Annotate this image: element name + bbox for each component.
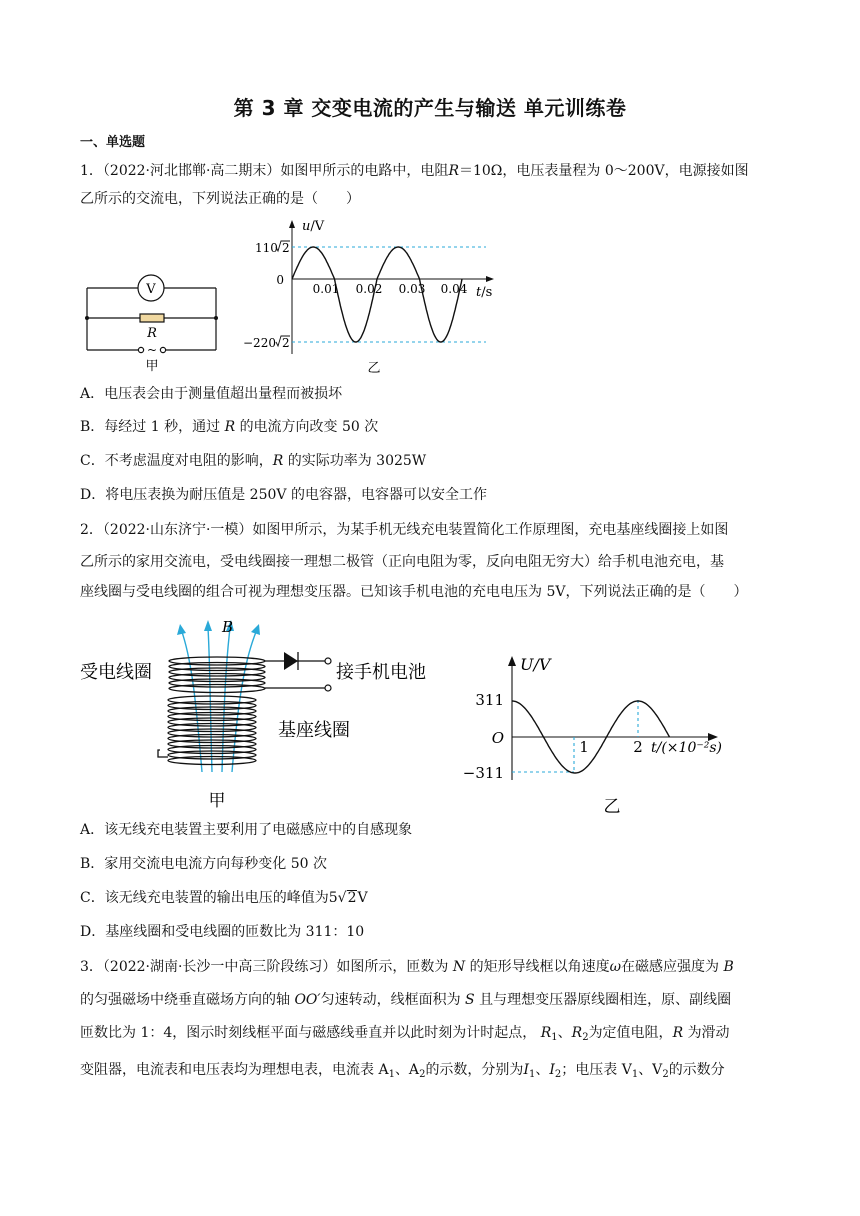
ac-source-symbol: ~ [146, 343, 158, 357]
graph2-ylabel: U/V [520, 655, 551, 674]
graph1-xlabel-var: t [476, 285, 482, 300]
graph2-ytick-top: 311 [475, 691, 504, 709]
graph1-ylabel-var: u [302, 219, 311, 234]
q3-stem-line1: 3．（2022·湖南·长沙一中高三阶段练习）如图所示，匝数为 N 的矩形导线框以角速度ω在磁感应强度为 B [80, 959, 734, 975]
q1-option-c[interactable]: C．不考虑温度对电阻的影响，R 的实际功率为 3025W [80, 453, 427, 469]
fig-jia-caption-2: 甲 [208, 791, 226, 811]
battery-label: 接手机电池 [336, 662, 426, 683]
q2-stem-line3: 座线圈与受电线圈的组合可视为理想变压器。已知该手机电池的充电电压为 5V，下列说法正确的是（ ） [80, 584, 748, 600]
graph1-xtick: 0.02 [355, 282, 383, 296]
base-coil-label: 基座线圈 [278, 720, 350, 741]
q3-stem-line2: 的匀强磁场中绕垂直磁场方向的轴 OO′匀速转动，线框面积为 S 且与理想变压器原线圈相连，原、副线圈 [80, 992, 732, 1008]
graph1-xtick: 0.04 [440, 282, 468, 296]
q3-stem-line3: 匝数比为 1：4，图示时刻线框平面与磁感线垂直并以此时刻为计时起点， $R_1$、$R_2$为定值电阻，R 为滑动 [80, 1025, 730, 1043]
q2-option-c[interactable]: C．该无线充电装置的输出电压的峰值为5√2V [80, 890, 368, 906]
graph1-ytick-zero: 0 [276, 273, 284, 287]
graph1-ytick-top: 110 [255, 241, 278, 255]
q1-circuit-figure [82, 270, 222, 374]
q2-option-b[interactable]: B．家用交流电电流方向每秒变化 50 次 [80, 856, 328, 872]
graph2-origin: O [491, 729, 504, 747]
q2-stem-line1: 2．（2022·山东济宁·一模）如图甲所示，为某手机无线充电装置简化工作原理图，充电基座线圈接上如图 [80, 522, 729, 538]
svg-text:u/V [302, 219, 325, 234]
graph2-xtick: 2 [633, 738, 643, 756]
magnetic-field-label: B [222, 618, 234, 636]
graph1-ytick-top-rad: 2 [282, 241, 290, 255]
q1-stem-line2: 乙所示的交流电，下列说法正确的是（ ） [80, 191, 360, 207]
voltmeter-symbol: V [146, 282, 156, 297]
graph2-xtick: 1 [579, 738, 589, 756]
q2-option-d[interactable]: D．基座线圈和受电线圈的匝数比为 311：10 [80, 924, 365, 940]
fig-yi-caption-2: 乙 [603, 797, 621, 817]
q2-stem-line2: 乙所示的家用交流电，受电线圈接一理想二极管（正向电阻为零，反向电阻无穷大）给手机电池充电，基 [80, 554, 724, 570]
receiver-coil-label: 受电线圈 [80, 662, 152, 683]
q2-option-a[interactable]: A．该无线充电装置主要利用了电磁感应中的自感现象 [80, 822, 413, 838]
svg-text:t/s [476, 285, 492, 300]
q1-option-d[interactable]: D．将电压表换为耐压值是 250V 的电容器，电容器可以安全工作 [80, 487, 487, 503]
graph1-xtick: 0.01 [312, 282, 340, 296]
graph1-xlabel-unit: /s [481, 285, 493, 300]
diode-symbol [284, 652, 298, 670]
graph2-ytick-bottom: −311 [462, 764, 504, 782]
graph1-ytick-bottom-rad: 2 [282, 336, 290, 350]
section-heading: 一、单选题 [80, 135, 146, 150]
graph2-xlabel: t/(×10⁻²s) [651, 740, 722, 756]
base-coil [158, 696, 256, 765]
q3-stem-line4: 变阻器，电流表和电压表均为理想电表，电流表 $A_1$、$A_2$的示数，分别为$I_1$、$I_2$；电压表 $V_1$、$V_2$的示数分 [80, 1062, 725, 1080]
fig-jia-caption: 甲 [145, 359, 159, 374]
graph1-ytick-bottom: −220 [243, 336, 276, 350]
q2-voltage-graph [462, 650, 732, 820]
page-title: 第 3 章 交变电流的产生与输送 单元训练卷 [233, 96, 627, 120]
q1-voltage-graph [238, 214, 508, 376]
resistor-label: R [147, 326, 157, 341]
q1-option-b[interactable]: B．每经过 1 秒，通过 R 的电流方向改变 50 次 [80, 419, 379, 435]
graph1-ylabel-unit: /V [310, 219, 325, 234]
fig-yi-caption: 乙 [367, 361, 381, 376]
q1-option-a[interactable]: A．电压表会由于测量值超出量程而被损坏 [80, 386, 343, 402]
q1-stem-line1: 1．（2022·河北邯郸·高二期末）如图甲所示的电路中，电阻R＝10Ω，电压表量程为 0～200V，电源接如图 [80, 163, 749, 179]
graph1-xtick: 0.03 [398, 282, 426, 296]
receiver-coil [169, 657, 265, 693]
q2-coil-figure [80, 612, 442, 812]
